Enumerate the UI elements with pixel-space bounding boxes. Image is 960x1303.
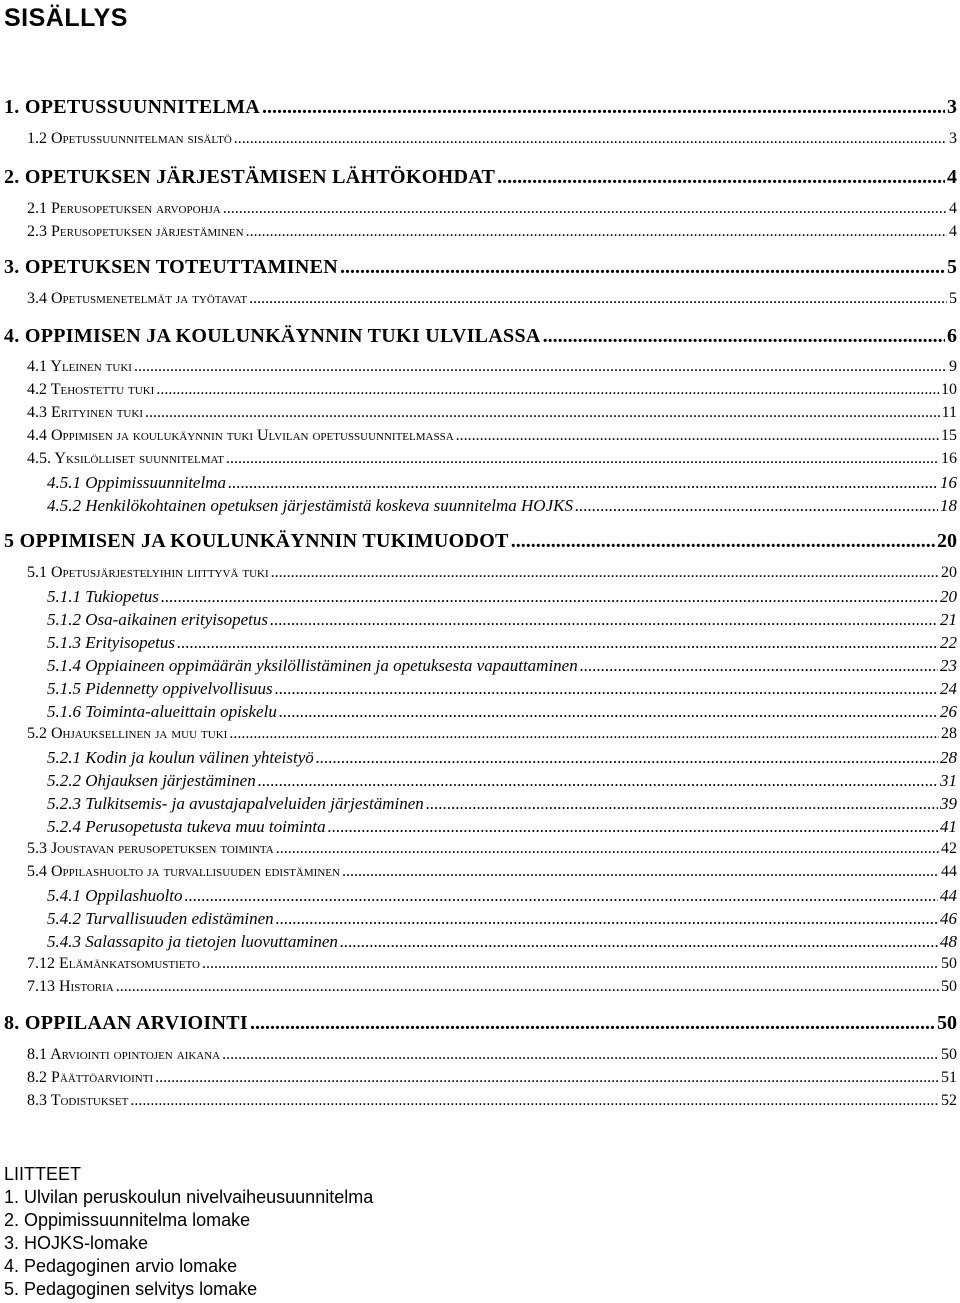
toc-entry-label: 4.2 Tehostettu tuki bbox=[27, 381, 155, 398]
attachment-item: 5. Pedagoginen selvitys lomake bbox=[4, 1279, 258, 1299]
toc-entry-page: 51 bbox=[941, 1069, 957, 1086]
toc-entry-page: 50 bbox=[941, 1046, 957, 1063]
toc-leader-dots bbox=[234, 130, 947, 148]
toc-entry-page: 44 bbox=[941, 863, 957, 880]
toc-entry[interactable] bbox=[27, 863, 957, 881]
toc-leader-dots bbox=[575, 496, 938, 516]
toc-entry[interactable] bbox=[27, 404, 957, 422]
toc-leader-dots bbox=[340, 932, 938, 952]
toc-entry-page: 16 bbox=[940, 473, 957, 492]
toc-entry[interactable] bbox=[27, 223, 957, 241]
toc-entry-label: 2.1 Perusopetuksen arvopohja bbox=[27, 200, 221, 217]
toc-entry[interactable] bbox=[4, 325, 957, 348]
toc-leader-dots bbox=[262, 96, 945, 119]
toc-leader-dots bbox=[276, 909, 938, 929]
toc-leader-dots bbox=[328, 817, 938, 837]
toc-entry-page: 41 bbox=[940, 817, 957, 836]
toc-entry[interactable] bbox=[27, 1092, 957, 1110]
toc-entry[interactable] bbox=[27, 358, 957, 376]
toc-entry[interactable] bbox=[47, 656, 957, 676]
toc-entry-label: 3.4 Opetusmenetelmät ja työtavat bbox=[27, 290, 248, 307]
attachment-item: 4. Pedagoginen arvio lomake bbox=[4, 1256, 238, 1276]
toc-entry-page: 5 bbox=[947, 256, 957, 278]
toc-leader-dots bbox=[275, 679, 938, 699]
toc-entry-page: 50 bbox=[941, 955, 957, 972]
toc-entry[interactable] bbox=[27, 564, 957, 582]
toc-leader-dots bbox=[580, 656, 938, 676]
toc-entry-page: 10 bbox=[941, 381, 957, 398]
toc-entry-page: 28 bbox=[941, 725, 957, 742]
toc-entry-label: 8.3 Todistukset bbox=[27, 1092, 129, 1109]
toc-entry[interactable] bbox=[47, 748, 957, 768]
toc-entry-label: 2.3 Perusopetuksen järjestäminen bbox=[27, 223, 244, 240]
toc-entry[interactable] bbox=[47, 633, 957, 653]
toc-entry-label: 5.2.3 Tulkitsemis- ja avustajapalveluiden järjestäminen bbox=[47, 794, 424, 813]
toc-leader-dots bbox=[249, 290, 947, 308]
toc-entry[interactable] bbox=[27, 290, 957, 308]
toc-leader-dots bbox=[161, 587, 938, 607]
toc-leader-dots bbox=[185, 886, 938, 906]
toc-entry[interactable] bbox=[47, 496, 957, 516]
toc-entry-page: 16 bbox=[941, 450, 957, 467]
toc-leader-dots bbox=[258, 771, 938, 791]
toc-entry-page: 28 bbox=[940, 748, 957, 767]
toc-entry-page: 31 bbox=[940, 771, 957, 790]
toc-entry[interactable] bbox=[4, 530, 957, 553]
toc-entry[interactable] bbox=[27, 1046, 957, 1064]
toc-entry-label: 8. OPPILAAN ARVIOINTI bbox=[4, 1012, 248, 1034]
toc-entry-label: 8.1 Arviointi opintojen aikana bbox=[27, 1046, 221, 1063]
toc-entry[interactable] bbox=[47, 679, 957, 699]
toc-entry[interactable] bbox=[47, 909, 957, 929]
page-title: SISÄLLYS bbox=[4, 4, 128, 32]
toc-entry-page: 3 bbox=[949, 130, 957, 147]
toc-leader-dots bbox=[270, 610, 938, 630]
toc-entry-page: 22 bbox=[940, 633, 957, 652]
toc-entry[interactable] bbox=[27, 381, 957, 399]
toc-entry[interactable] bbox=[47, 702, 957, 722]
toc-leader-dots bbox=[543, 325, 945, 348]
toc-entry-label: 5.1.2 Osa-aikainen erityisopetus bbox=[47, 610, 268, 629]
toc-entry-label: 5.1 Opetusjärjestelyihin liittyvä tuki bbox=[27, 564, 269, 581]
toc-entry-page: 46 bbox=[940, 909, 957, 928]
toc-entry-label: 5.4.3 Salassapito ja tietojen luovuttaminen bbox=[47, 932, 338, 951]
toc-leader-dots bbox=[223, 200, 947, 218]
toc-entry-label: 7.12 Elämänkatsomustieto bbox=[27, 955, 200, 972]
toc-entry[interactable] bbox=[47, 587, 957, 607]
toc-entry-page: 4 bbox=[949, 200, 957, 217]
toc-entry-label: 1. OPETUSSUUNNITELMA bbox=[4, 96, 261, 118]
toc-leader-dots bbox=[456, 427, 939, 445]
toc-entry[interactable] bbox=[47, 932, 957, 952]
toc-entry-page: 24 bbox=[940, 679, 957, 698]
toc-entry[interactable] bbox=[27, 200, 957, 218]
toc-entry-label: 5 OPPIMISEN JA KOULUNKÄYNNIN TUKIMUODOT bbox=[4, 530, 509, 552]
toc-entry[interactable] bbox=[47, 771, 957, 791]
toc-entry-page: 48 bbox=[940, 932, 957, 951]
toc-entry-page: 20 bbox=[941, 564, 957, 581]
toc-entry[interactable] bbox=[27, 978, 957, 996]
toc-entry-label: 1.2 Opetussuunnitelman sisältö bbox=[27, 130, 232, 147]
toc-entry-page: 11 bbox=[941, 404, 957, 421]
toc-leader-dots bbox=[145, 404, 940, 422]
toc-entry-label: 4.3 Erityinen tuki bbox=[27, 404, 143, 421]
toc-entry-page: 50 bbox=[941, 978, 957, 995]
toc-entry-page: 4 bbox=[947, 166, 957, 188]
toc-leader-dots bbox=[497, 166, 945, 189]
attachments-section bbox=[4, 1163, 373, 1301]
toc-entry-page: 52 bbox=[941, 1092, 957, 1109]
toc-entry-label: 5.4.2 Turvallisuuden edistäminen bbox=[47, 909, 274, 928]
toc-leader-dots bbox=[130, 1092, 939, 1110]
toc-entry-page: 26 bbox=[940, 702, 957, 721]
toc-entry-page: 5 bbox=[949, 290, 957, 307]
toc-entry-page: 21 bbox=[940, 610, 957, 629]
toc-entry-label: 5.4.1 Oppilashuolto bbox=[47, 886, 183, 905]
toc-entry-page: 9 bbox=[949, 358, 957, 375]
toc-leader-dots bbox=[177, 633, 938, 653]
toc-entry-page: 3 bbox=[947, 96, 957, 118]
toc-entry[interactable] bbox=[27, 955, 957, 973]
toc-entry-page: 39 bbox=[940, 794, 957, 813]
toc-leader-dots bbox=[229, 725, 939, 743]
toc-leader-dots bbox=[134, 358, 947, 376]
toc-leader-dots bbox=[202, 955, 939, 973]
toc-entry[interactable] bbox=[27, 450, 957, 468]
toc-leader-dots bbox=[511, 530, 935, 553]
toc-entry[interactable] bbox=[4, 1012, 957, 1035]
toc-entry-page: 4 bbox=[949, 223, 957, 240]
toc-entry-page: 6 bbox=[947, 325, 957, 347]
toc-entry-label: 5.2.4 Perusopetusta tukeva muu toiminta bbox=[47, 817, 326, 836]
toc-entry[interactable] bbox=[27, 130, 957, 148]
toc-leader-dots bbox=[228, 473, 938, 493]
attachment-item: 1. Ulvilan peruskoulun nivelvaiheusuunnitelma bbox=[4, 1187, 374, 1207]
toc-entry-page: 44 bbox=[940, 886, 957, 905]
toc-leader-dots bbox=[340, 256, 945, 279]
toc-leader-dots bbox=[226, 450, 939, 468]
toc-entry-label: 8.2 Päättöarviointi bbox=[27, 1069, 154, 1086]
attachment-item: 3. HOJKS-lomake bbox=[4, 1233, 149, 1253]
toc-entry-label: 4.5.2 Henkilökohtainen opetuksen järjestämistä koskeva suunnitelma HOJKS bbox=[47, 496, 573, 515]
toc-leader-dots bbox=[155, 1069, 939, 1087]
toc-leader-dots bbox=[250, 1012, 935, 1035]
toc-entry[interactable] bbox=[27, 725, 957, 743]
toc-leader-dots bbox=[246, 223, 947, 241]
toc-entry[interactable] bbox=[47, 610, 957, 630]
toc-entry[interactable] bbox=[27, 427, 957, 445]
toc-entry[interactable] bbox=[4, 96, 957, 119]
toc-entry-page: 15 bbox=[941, 427, 957, 444]
toc-leader-dots bbox=[279, 702, 938, 722]
toc-leader-dots bbox=[156, 381, 939, 399]
toc-entry-page: 50 bbox=[937, 1012, 957, 1034]
toc-entry-page: 20 bbox=[937, 530, 957, 552]
toc-entry-page: 42 bbox=[941, 840, 957, 857]
toc-entry[interactable] bbox=[27, 1069, 957, 1087]
toc-entry-page: 20 bbox=[940, 587, 957, 606]
toc-entry-label: 2. OPETUKSEN JÄRJESTÄMISEN LÄHTÖKOHDAT bbox=[4, 166, 496, 188]
toc-entry[interactable] bbox=[27, 840, 957, 858]
toc-entry[interactable] bbox=[47, 473, 957, 493]
toc-leader-dots bbox=[116, 978, 939, 996]
toc-entry-label: 5.1.4 Oppiaineen oppimäärän yksilöllistäminen ja opetuksesta vapauttaminen bbox=[47, 656, 578, 675]
toc-entry-page: 18 bbox=[940, 496, 957, 515]
toc-entry-label: 4.1 Yleinen tuki bbox=[27, 358, 132, 375]
toc-entry-label: 4.5. Yksilölliset suunnitelmat bbox=[27, 450, 224, 467]
toc-entry[interactable] bbox=[4, 166, 957, 189]
toc-entry-label: 5.4 Oppilashuolto ja turvallisuuden edistäminen bbox=[27, 863, 340, 880]
toc-entry-label: 3. OPETUKSEN TOTEUTTAMINEN bbox=[4, 256, 338, 278]
toc-leader-dots bbox=[222, 1046, 939, 1064]
toc-entry-page: 23 bbox=[940, 656, 957, 675]
toc-leader-dots bbox=[316, 748, 938, 768]
toc-entry[interactable] bbox=[47, 794, 957, 814]
toc-leader-dots bbox=[342, 863, 939, 881]
toc-entry-label: 5.2.2 Ohjauksen järjestäminen bbox=[47, 771, 256, 790]
toc-entry-label: 5.1.5 Pidennetty oppivelvollisuus bbox=[47, 679, 273, 698]
toc-entry-label: 5.1.1 Tukiopetus bbox=[47, 587, 159, 606]
toc-entry-label: 4. OPPIMISEN JA KOULUNKÄYNNIN TUKI ULVILASSA bbox=[4, 325, 541, 347]
toc-leader-dots bbox=[426, 794, 938, 814]
toc-entry-label: 5.1.3 Erityisopetus bbox=[47, 633, 175, 652]
toc-entry-label: 5.1.6 Toiminta-alueittain opiskelu bbox=[47, 702, 277, 721]
toc-entry[interactable] bbox=[47, 886, 957, 906]
toc-entry-label: 4.5.1 Oppimissuunnitelma bbox=[47, 473, 226, 492]
toc-entry-label: 5.2 Ohjauksellinen ja muu tuki bbox=[27, 725, 228, 742]
attachments-heading: LIITTEET bbox=[4, 1164, 82, 1184]
toc-leader-dots bbox=[276, 840, 939, 858]
toc-leader-dots bbox=[271, 564, 939, 582]
toc-entry-label: 7.13 Historia bbox=[27, 978, 114, 995]
toc-entry-label: 4.4 Oppimisen ja koulukäynnin tuki Ulvilan opetussuunnitelmassa bbox=[27, 427, 454, 444]
toc-entry-label: 5.2.1 Kodin ja koulun välinen yhteistyö bbox=[47, 748, 314, 767]
toc-entry[interactable] bbox=[4, 256, 957, 279]
attachment-item: 2. Oppimissuunnitelma lomake bbox=[4, 1210, 251, 1230]
toc-entry-label: 5.3 Joustavan perusopetuksen toiminta bbox=[27, 840, 274, 857]
toc-entry[interactable] bbox=[47, 817, 957, 837]
